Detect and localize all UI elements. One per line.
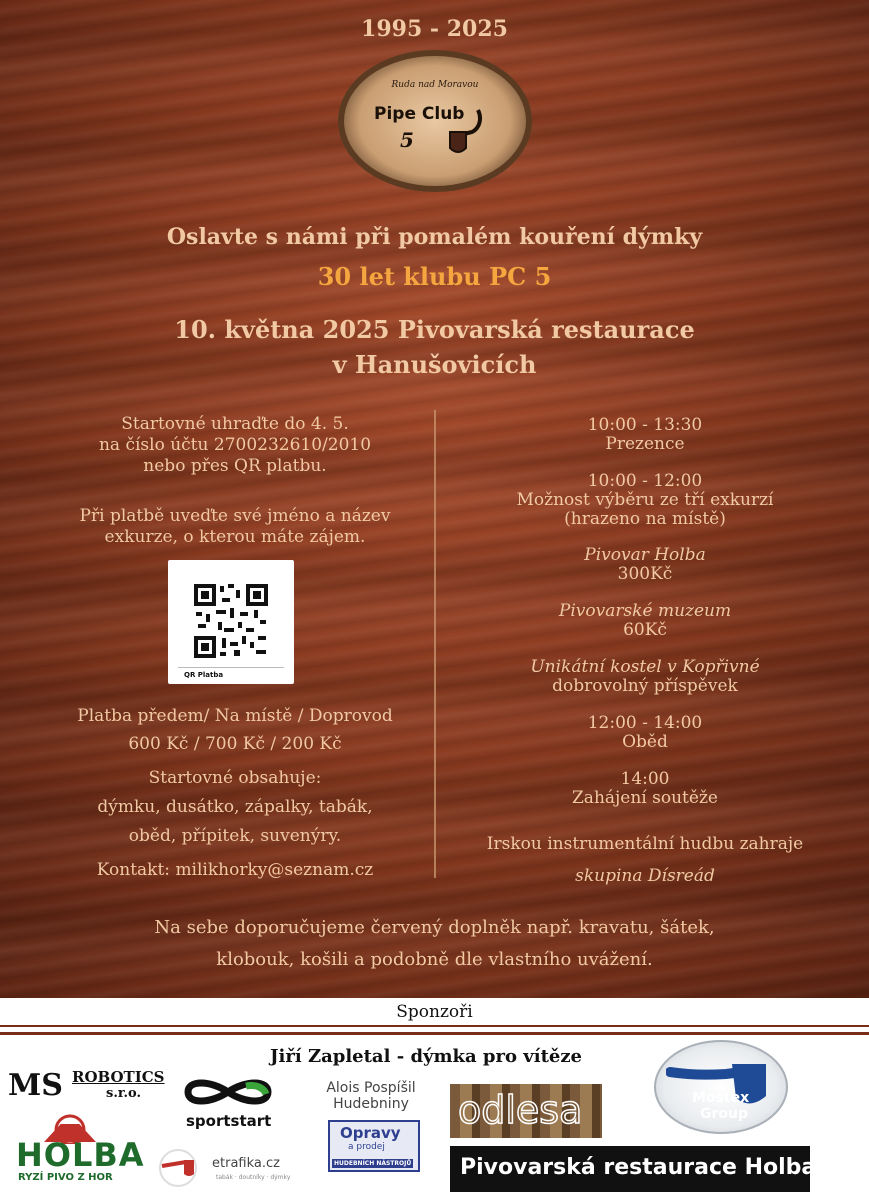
desc-excursions: Možnost výběru ze tří exkurzí — [516, 490, 774, 510]
headline-venue: v Hanušovicích — [332, 350, 537, 379]
payment-qr-note: nebo přes QR platbu. — [143, 456, 327, 476]
headline-date: 10. května 2025 Pivovarská restaurace — [174, 315, 695, 344]
desc-lunch: Oběd — [622, 732, 668, 752]
payment-account: na číslo účtu 2700232610/2010 — [98, 435, 372, 455]
payment-deadline: Startovné uhraďte do 4. 5. — [121, 414, 349, 434]
price-values: 600 Kč / 700 Kč / 200 Kč — [128, 734, 342, 754]
pospisil-logo — [316, 1080, 426, 1112]
sponsors-header — [0, 998, 869, 1038]
payment-note — [40, 506, 430, 548]
headline-celebrate: Oslavte s námi při pomalém kouření dýmky — [166, 224, 703, 250]
sponsor-zapletal: Jiří Zapletal - dýmka pro vítěze — [270, 1046, 583, 1067]
payment-info — [40, 414, 430, 477]
pipe-icon — [446, 108, 486, 158]
payment-note-line2: exkurze, o kterou máte zájem. — [104, 527, 366, 547]
dress-code-line2: klobouk, košili a podobně dle vlastního uvážení. — [216, 949, 653, 970]
dress-code-line1: Na sebe doporučujeme červený doplněk např. kravatu, šátek, — [154, 917, 715, 938]
excursion-church — [450, 658, 840, 696]
sro-text: s.r.o. — [106, 1086, 141, 1101]
excursion-price: dobrovolný příspěvek — [552, 676, 738, 696]
desc-competition: Zahájení soutěže — [572, 788, 718, 808]
dress-code-note — [0, 912, 869, 976]
time-lunch: 12:00 - 14:00 — [587, 713, 703, 733]
pivovarska-text: Pivovarská restaurace Holba — [460, 1155, 817, 1180]
years-range: 1995 - 2025 — [361, 16, 508, 42]
etrafika-tagline: tabák · doutníky · dýmky — [216, 1174, 291, 1181]
ms-text: MS — [8, 1068, 63, 1103]
time-excursions: 10:00 - 12:00 — [587, 471, 703, 491]
odlesa-text: odlesa — [458, 1088, 583, 1132]
includes-label: Startovné obsahuje: — [148, 768, 322, 788]
includes-line1: dýmku, dusátko, zápalky, tabák, — [97, 797, 373, 817]
includes-info — [40, 764, 430, 851]
holba-text: HOLBA — [16, 1136, 145, 1174]
ms-robotics-logo — [8, 1064, 178, 1104]
music-info — [450, 828, 840, 892]
logo-arc-text: Ruda nad Moravou — [391, 80, 479, 90]
holba-tagline: RYZÍ PIVO Z HOR — [18, 1172, 113, 1183]
excursion-holba — [450, 546, 840, 584]
headline-date-venue — [0, 312, 869, 382]
excursion-price: 300Kč — [617, 564, 673, 584]
opravy-text: Opravy — [340, 1124, 401, 1142]
excursion-name: Pivovar Holba — [584, 545, 706, 565]
opravy-logo — [328, 1120, 420, 1172]
desc-registration: Prezence — [605, 434, 685, 454]
mostex-subtext: Group — [700, 1106, 749, 1122]
sportstart-text: sportstart — [186, 1112, 272, 1130]
mostex-logo — [654, 1040, 788, 1134]
column-divider — [434, 410, 436, 878]
mostex-text: Mostex — [692, 1090, 750, 1106]
opravy-bar-text: HUDEBNÍCH NÁSTROJŮ — [334, 1160, 412, 1167]
logo-number: 5 — [400, 128, 414, 152]
music-line: Irskou instrumentální hudbu zahraje — [486, 834, 804, 854]
etrafika-logo — [156, 1148, 316, 1192]
band-name: skupina Dísreád — [575, 866, 715, 886]
qr-code[interactable] — [168, 560, 294, 684]
excursion-price: 60Kč — [623, 620, 667, 640]
pospisil-subtitle: Hudebniny — [333, 1096, 409, 1112]
desc-excursions-note: (hrazeno na místě) — [564, 509, 726, 529]
time-registration: 10:00 - 13:30 — [587, 415, 703, 435]
headline-anniversary: 30 let klubu PC 5 — [317, 262, 552, 291]
pospisil-name: Alois Pospíšil — [326, 1080, 416, 1096]
price-info — [40, 702, 430, 758]
qr-caption: QR Platba — [184, 671, 224, 679]
pivovarska-restaurace-banner — [450, 1146, 817, 1192]
robotics-text: ROBOTICS — [72, 1068, 165, 1086]
schedule-excursions — [450, 472, 840, 529]
includes-line2: oběd, přípitek, suvenýry. — [128, 826, 342, 846]
schedule-competition — [450, 770, 840, 808]
qr-code-image — [194, 584, 268, 658]
contact[interactable]: Kontakt: milikhorky@seznam.cz — [96, 860, 374, 880]
schedule-lunch — [450, 714, 840, 752]
excursion-name: Pivovarské muzeum — [558, 601, 732, 621]
price-label: Platba předem/ Na místě / Doprovod — [77, 706, 393, 726]
opravy-subtext: a prodej — [348, 1142, 385, 1152]
sportstart-logo — [180, 1074, 280, 1138]
sportstart-icon — [180, 1074, 276, 1110]
excursion-name: Unikátní kostel v Kopřivné — [530, 657, 760, 677]
schedule-registration — [450, 416, 840, 454]
pipe-club-logo — [338, 50, 532, 192]
etrafika-pipe-icon — [156, 1148, 202, 1188]
payment-note-line1: Při platbě uveďte své jméno a název — [79, 506, 391, 526]
odlesa-logo — [450, 1084, 602, 1138]
time-competition: 14:00 — [620, 769, 670, 789]
excursion-museum — [450, 602, 840, 640]
holba-logo — [14, 1108, 145, 1184]
sponsors-label: Sponzoři — [396, 1002, 473, 1022]
etrafika-text: etrafika.cz — [212, 1156, 280, 1171]
logo-name: Pipe Club — [374, 104, 465, 124]
